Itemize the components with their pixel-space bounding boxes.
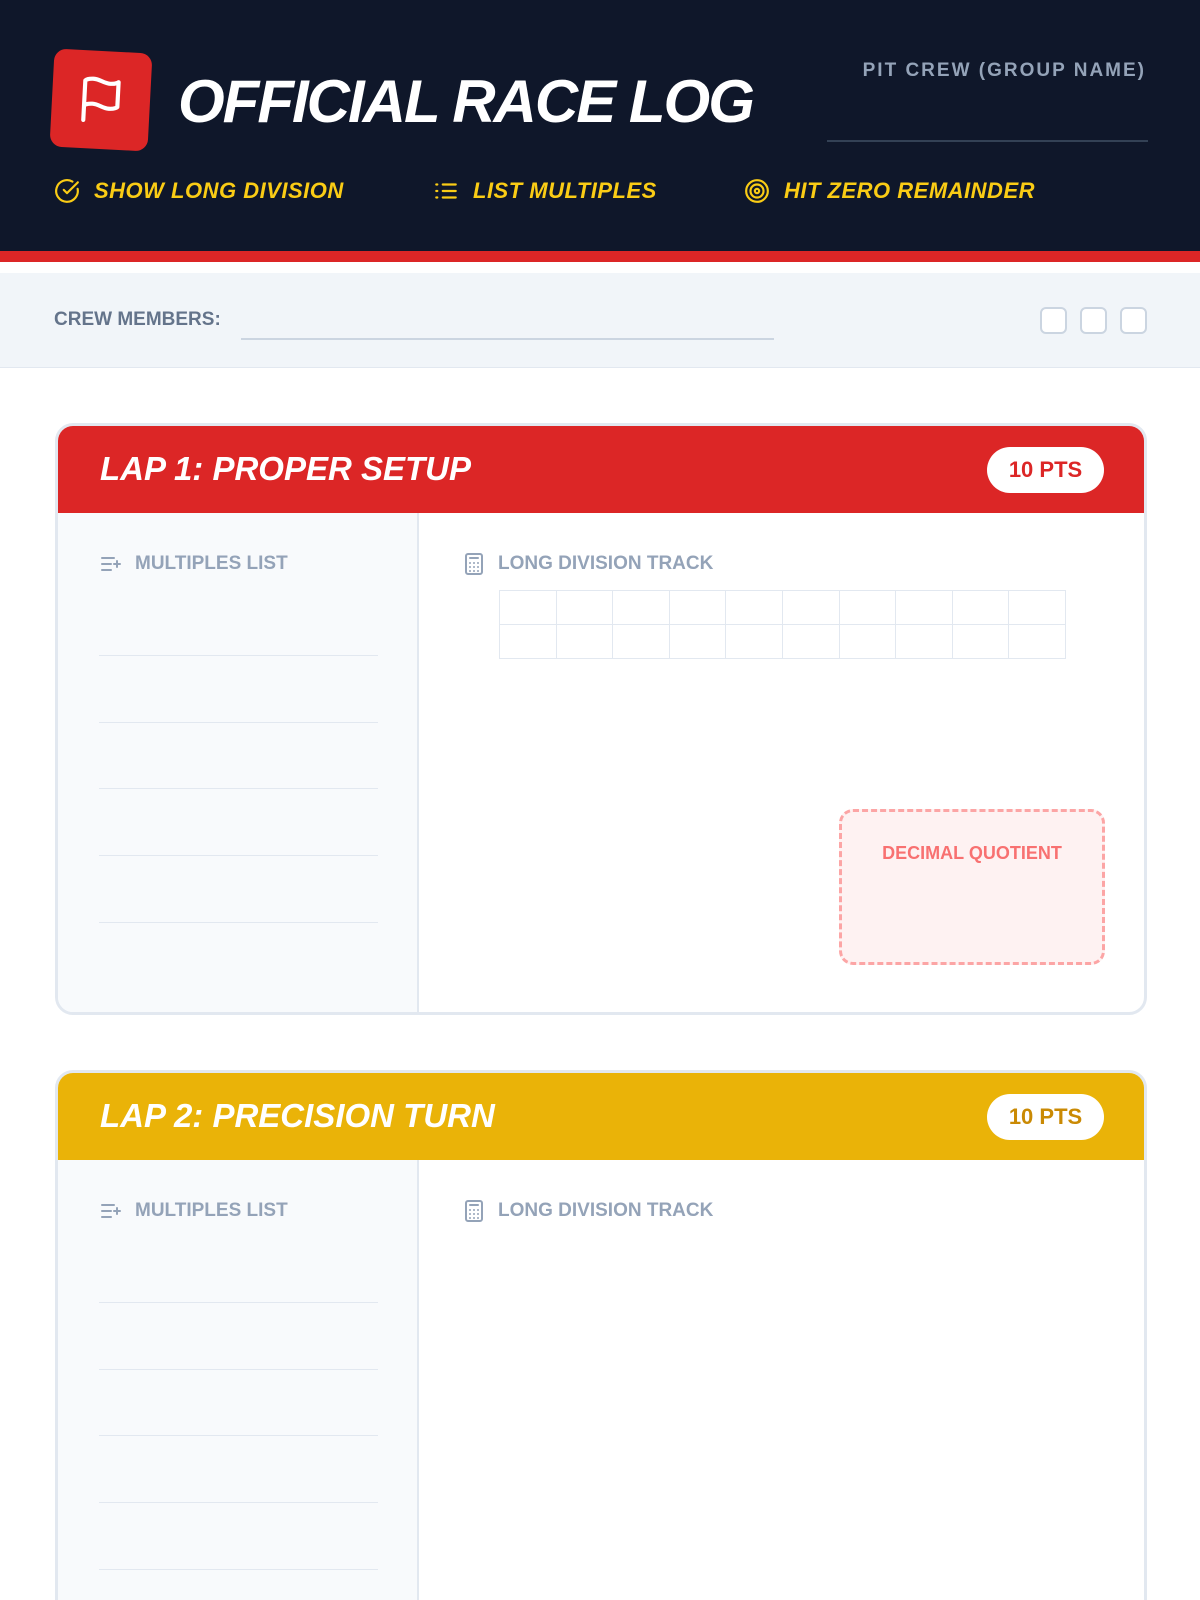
list-plus-icon — [99, 552, 123, 576]
write-line[interactable] — [99, 922, 378, 923]
grid-cell[interactable] — [557, 591, 614, 625]
grid-cell[interactable] — [726, 625, 783, 659]
grid-cell[interactable] — [840, 591, 897, 625]
goal-list-multiples — [433, 176, 657, 206]
quotient-label: DECIMAL QUOTIENT — [882, 843, 1062, 863]
track-label — [462, 552, 713, 576]
lap-header — [58, 426, 1144, 513]
lap-card-2 — [55, 1070, 1147, 1600]
multiples-label-text: MULTIPLES LIST — [135, 553, 288, 574]
multiples-label-text: MULTIPLES LIST — [135, 1200, 288, 1221]
calculator-icon — [462, 1199, 486, 1223]
grid-cell[interactable] — [670, 625, 727, 659]
grid-cell[interactable] — [783, 591, 840, 625]
calculator-icon — [462, 552, 486, 576]
grid-cell[interactable] — [896, 591, 953, 625]
goal-label: LIST MULTIPLES — [473, 178, 657, 203]
grid-cell[interactable] — [557, 625, 614, 659]
points-badge: 10 PTS — [987, 1094, 1104, 1140]
write-line[interactable] — [99, 855, 378, 856]
write-line[interactable] — [99, 722, 378, 723]
division-grid[interactable] — [499, 590, 1066, 659]
logo — [50, 49, 153, 152]
multiples-label — [99, 552, 288, 576]
write-line[interactable] — [99, 655, 378, 656]
crew-checkbox[interactable] — [1120, 307, 1147, 334]
grid-cell[interactable] — [840, 625, 897, 659]
track-label — [462, 1199, 713, 1223]
track-label-text: LONG DIVISION TRACK — [498, 1200, 714, 1221]
write-line[interactable] — [99, 788, 378, 789]
goal-zero-remainder — [744, 176, 1035, 206]
lap-card-1 — [55, 423, 1147, 1015]
pit-crew-label: PIT CREW (GROUP NAME) — [862, 60, 1146, 81]
goal-long-division — [54, 176, 344, 206]
grid-cell[interactable] — [500, 591, 557, 625]
multiples-label — [99, 1199, 288, 1223]
grid-cell[interactable] — [953, 591, 1010, 625]
grid-cell[interactable] — [1009, 625, 1066, 659]
list-icon — [433, 178, 459, 204]
grid-cell[interactable] — [783, 625, 840, 659]
write-line[interactable] — [99, 1435, 378, 1436]
grid-cell[interactable] — [613, 625, 670, 659]
crew-checkbox[interactable] — [1080, 307, 1107, 334]
grid-cell[interactable] — [500, 625, 557, 659]
grid-cell[interactable] — [953, 625, 1010, 659]
lap-title: LAP 2: PRECISION TURN — [100, 1097, 495, 1134]
write-line[interactable] — [99, 1369, 378, 1370]
crew-members-input[interactable] — [241, 306, 774, 340]
write-line[interactable] — [99, 1302, 378, 1303]
page-title: OFFICIAL RACE LOG — [178, 68, 753, 135]
list-plus-icon — [99, 1199, 123, 1223]
grid-cell[interactable] — [726, 591, 783, 625]
grid-cell[interactable] — [896, 625, 953, 659]
grid-cell[interactable] — [613, 591, 670, 625]
lap-header — [58, 1073, 1144, 1160]
flag-icon — [75, 74, 128, 127]
grid-cell[interactable] — [1009, 591, 1066, 625]
target-icon — [744, 178, 770, 204]
goal-label: SHOW LONG DIVISION — [94, 178, 344, 203]
track-label-text: LONG DIVISION TRACK — [498, 553, 714, 574]
write-line[interactable] — [99, 1502, 378, 1503]
crew-checkbox[interactable] — [1040, 307, 1067, 334]
multiples-panel — [58, 513, 419, 1012]
goal-label: HIT ZERO REMAINDER — [784, 178, 1035, 203]
pit-crew-input[interactable] — [827, 112, 1148, 142]
write-line[interactable] — [99, 1569, 378, 1570]
grid-cell[interactable] — [670, 591, 727, 625]
decimal-quotient-box[interactable] — [839, 809, 1105, 965]
multiples-panel — [58, 1160, 419, 1600]
points-badge: 10 PTS — [987, 447, 1104, 493]
check-circle-icon — [54, 178, 80, 204]
lap-title: LAP 1: PROPER SETUP — [100, 450, 472, 487]
crew-members-label: CREW MEMBERS: — [54, 309, 221, 330]
